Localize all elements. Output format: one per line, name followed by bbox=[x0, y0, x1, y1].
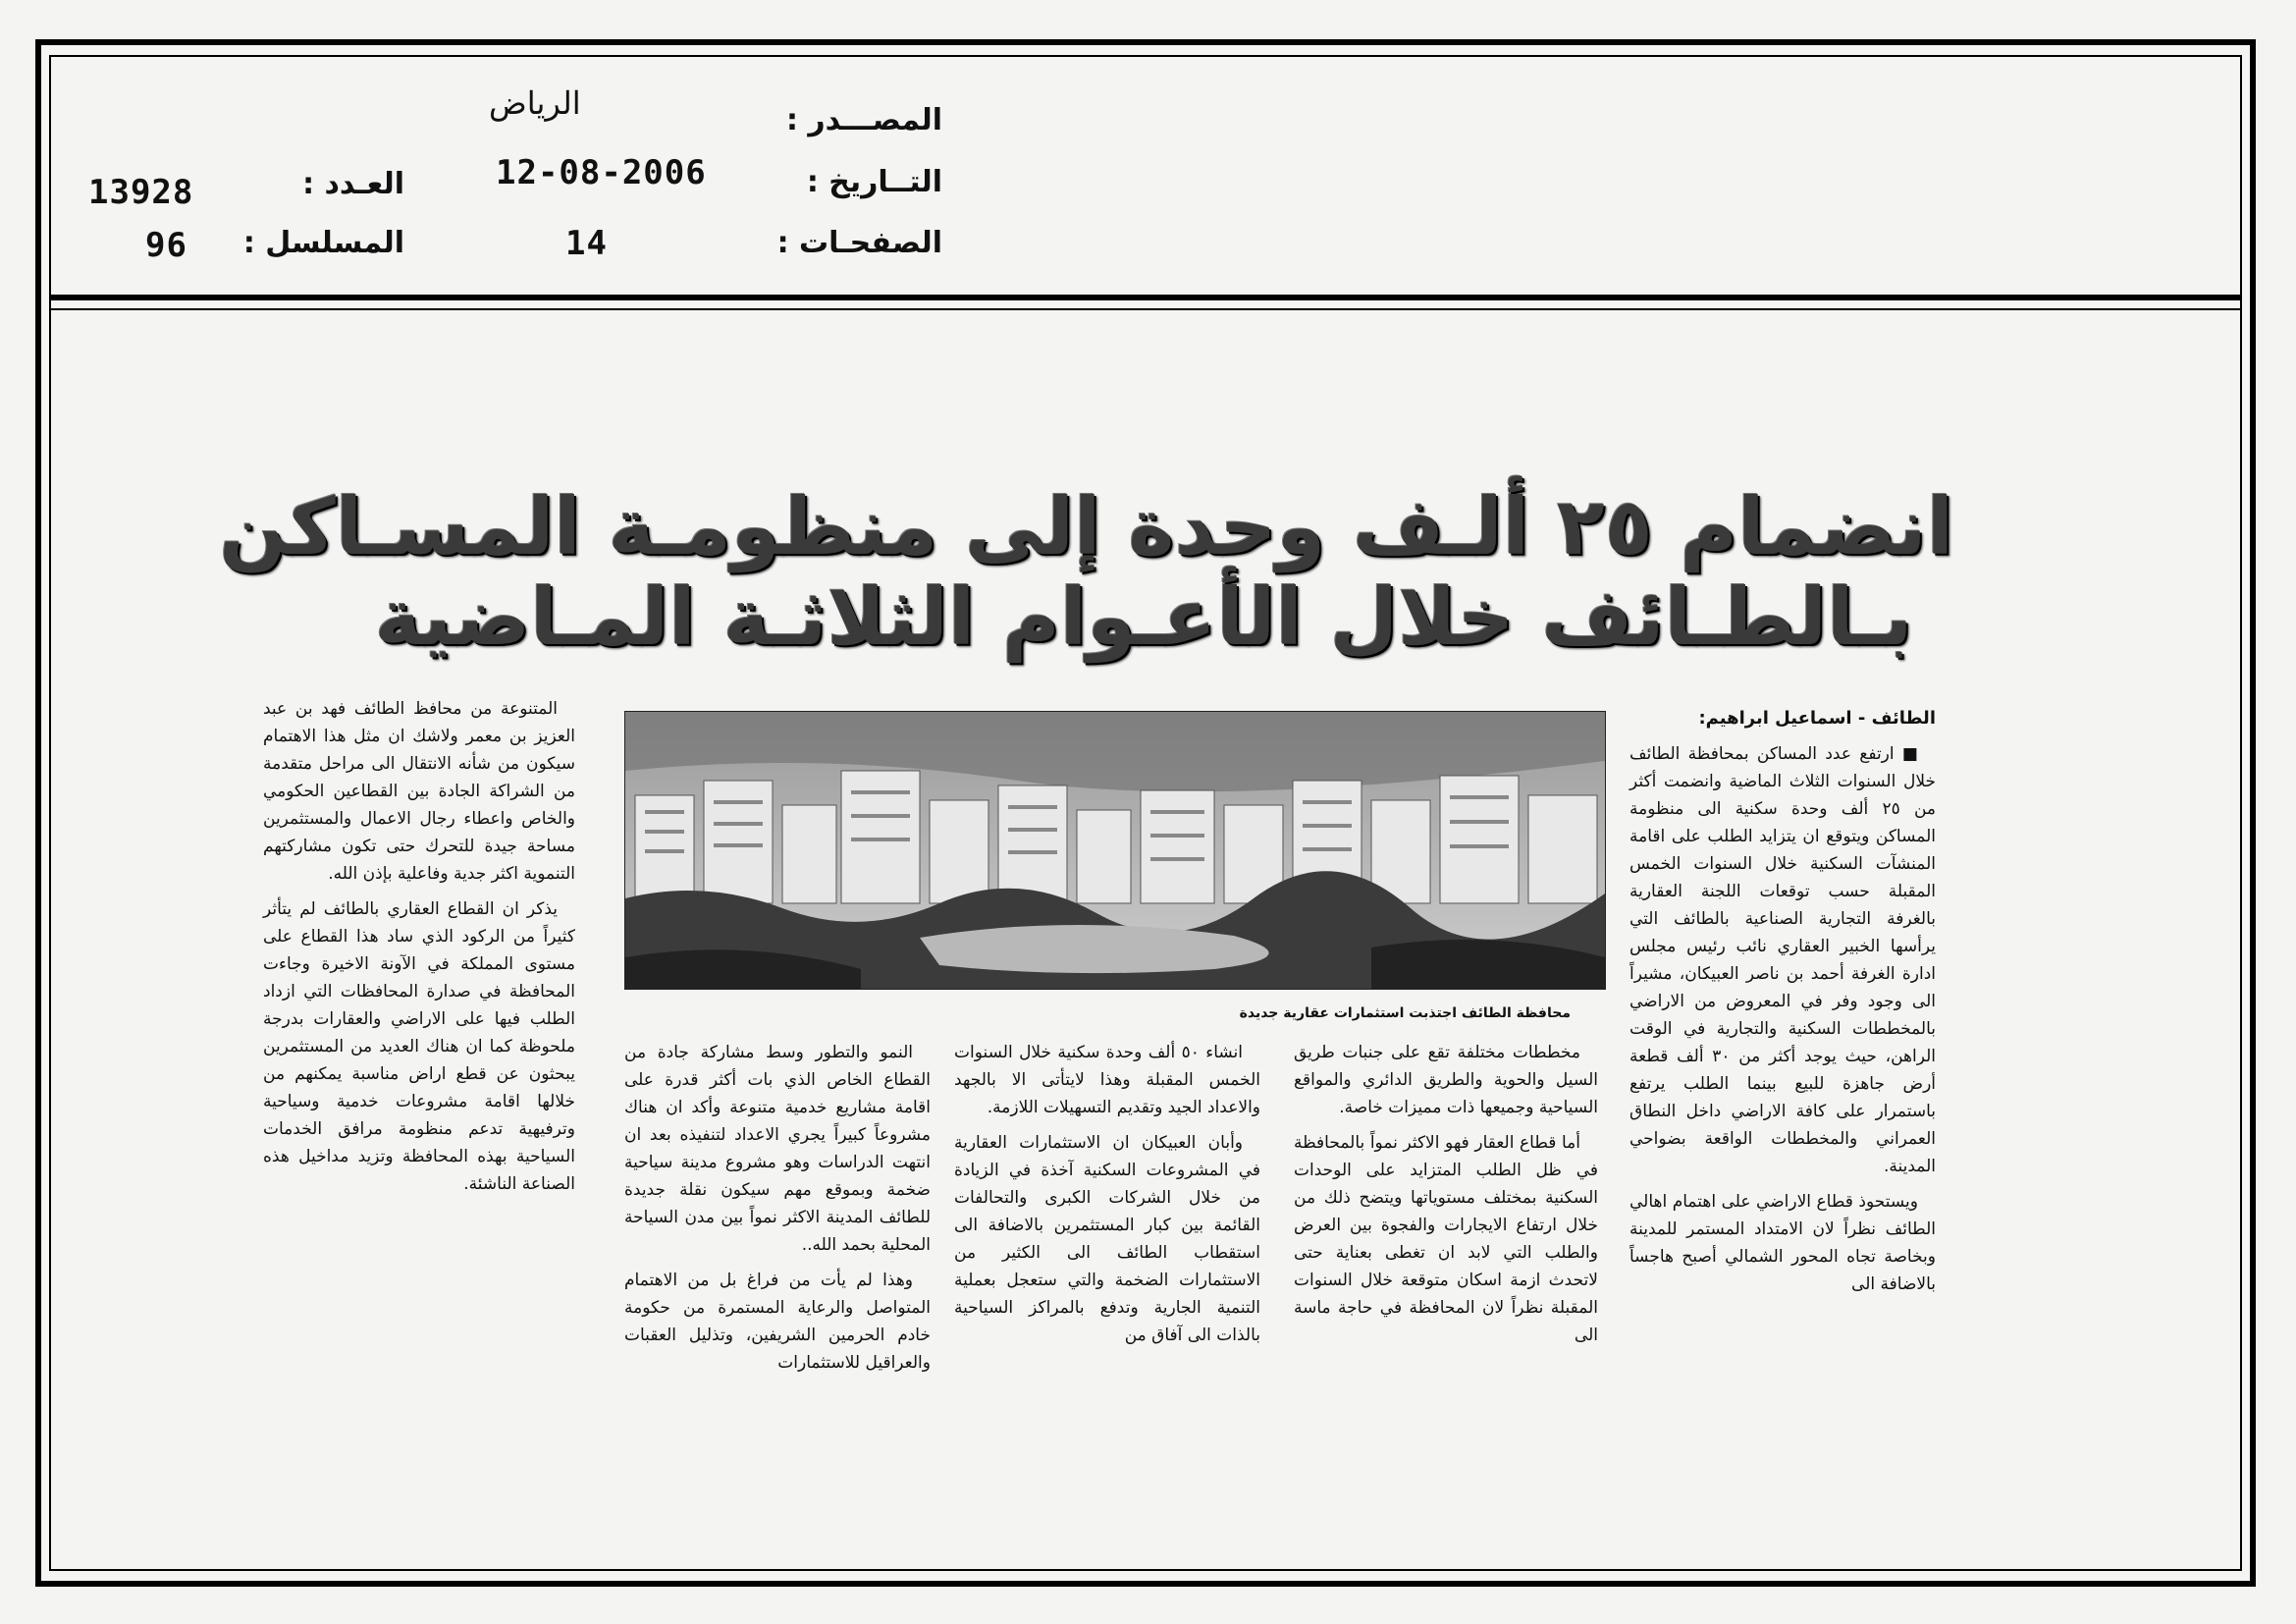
photo-caption: محافظة الطائف اجتذبت استثمارات عقارية جديدة bbox=[1239, 1005, 1571, 1021]
header-divider-thin bbox=[49, 308, 2242, 310]
city-photo bbox=[624, 711, 1606, 990]
date-label: التــاريخ : bbox=[806, 165, 942, 199]
serial-value: 96 bbox=[145, 226, 187, 265]
source-value: الرياض bbox=[489, 84, 581, 122]
paragraph: ■ ارتفع عدد المساكن بمحافظة الطائف خلال السنوات الثلاث الماضية وانضمت أكثر من ٢٥ ألف وحدة سكنية الى منظومة المساكن ويتوقع ان يتزايد الطلب على اقامة المنشآت السكنية خلال السنوات الخمس المقبلة حسب توقعات اللجنة العقارية بالغرفة التجارية الصناعية بالطائف التي يرأسها الخبير العقاري نائب رئيس مجلس ادارة الغرفة أحمد بن ناصر العبيكان، مشيراً الى وجود وفر في المعروض من الاراضي بالمخططات السكنية والتجارية في الوقت الراهن، حيث يوجد أكثر من ٣٠ ألف قطعة أرض جاهزة للبيع بينما الطلب يرتفع باستمرار على كافة الاراضي داخل النطاق العمراني والمخططات الواقعة بضواحي المدينة. bbox=[1629, 744, 1936, 1176]
serial-label: المسلسل : bbox=[242, 226, 404, 260]
paragraph: انشاء ٥٠ ألف وحدة سكنية خلال السنوات الخمس المقبلة وهذا لايتأتى الا بالجهد والاعداد الجيد وتقديم التسهيلات اللازمة. bbox=[954, 1043, 1260, 1117]
paragraph: أما قطاع العقار فهو الاكثر نمواً بالمحافظة في ظل الطلب المتزايد على الوحدات السكنية بمختلف مستوياتها ويتضح ذلك من خلال ارتفاع الايجارات والفجوة بين العرض والطلب التي لابد ان تغطى بعناية حتى لاتحدث ازمة اسكان متوقعة خلال السنوات المقبلة نظراً لان المحافظة في حاجة ماسة الى bbox=[1294, 1133, 1598, 1345]
byline: الطائف - اسماعيل ابراهيم: bbox=[1698, 708, 1936, 729]
issue-value: 13928 bbox=[88, 173, 194, 212]
article-column-3 bbox=[954, 1039, 1260, 1357]
date-value: 12-08-2006 bbox=[496, 153, 707, 192]
paragraph: المتنوعة من محافظ الطائف فهد بن عبد العزيز بن معمر ولاشك ان مثل هذا الاهتمام سيكون من شأنه الانتقال الى مراحل متقدمة من الشراكة الجادة بين القطاعين الحكومي والخاص واعطاء رجال الاعمال والمستثمرين مساحة جيدة للتحرك حتى تكون مشاركتهم التنموية اكثر جدية وفاعلية بإذن الله. bbox=[263, 699, 575, 884]
article-column-5 bbox=[263, 695, 575, 1206]
pages-label: الصفحـات : bbox=[776, 226, 942, 260]
issue-label: العـدد : bbox=[302, 167, 404, 201]
paragraph: النمو والتطور وسط مشاركة جادة من القطاع الخاص الذي بات أكثر قدرة على اقامة مشاريع خدمية متنوعة وأكد ان هناك مشروعاً كبيراً يجري الاعداد لتنفيذه بعد ان انتهت الدراسات وهو مشروع مدينة سياحية ضخمة وبموقع مهم سيكون نقلة جديدة للطائف المدينة الاكثر نمواً بين مدن السياحة المحلية بحمد الله.. bbox=[624, 1043, 931, 1255]
paragraph: وأبان العبيكان ان الاستثمارات العقارية في المشروعات السكنية آخذة في الزيادة من خلال الشركات الكبرى والتحالفات القائمة بين كبار المستثمرين بالاضافة الى استقطاب الطائف الى الكثير من الاستثمارات الضخمة والتي ستعجل بعملية التنمية الجارية وتدفع بالمراكز السياحية بالذات الى آفاق من bbox=[954, 1133, 1260, 1345]
article-column-4 bbox=[624, 1039, 931, 1384]
header-divider bbox=[49, 295, 2242, 300]
pages-value: 14 bbox=[565, 224, 608, 263]
article-column-1 bbox=[1629, 705, 1936, 1306]
paragraph: وهذا لم يأت من فراغ بل من الاهتمام المتواصل والرعاية المستمرة من حكومة خادم الحرمين الشريفين، وتذليل العقبات والعراقيل للاستثمارات bbox=[624, 1271, 931, 1373]
paragraph: مخططات مختلفة تقع على جنبات طريق السيل والحوية والطريق الدائري والمواقع السياحية وجميعها ذات مميزات خاصة. bbox=[1294, 1043, 1598, 1117]
headline-line-1: انضمام ٢٥ ألـف وحدة إلى منظومـة المسـاكن bbox=[219, 481, 1953, 572]
headline-line-2: بـالطـائف خلال الأعـوام الثلاثـة المـاضية bbox=[374, 571, 1913, 663]
paragraph: ويستحوذ قطاع الاراضي على اهتمام اهالي الطائف نظراً لان الامتداد المستمر للمدينة وبخاصة تجاه المحور الشمالي أصبح هاجساً بالاضافة الى bbox=[1629, 1192, 1936, 1294]
article-column-2 bbox=[1294, 1039, 1598, 1357]
paragraph: يذكر ان القطاع العقاري بالطائف لم يتأثر كثيراً من الركود الذي ساد هذا القطاع على مستوى المملكة في الآونة الاخيرة وجاءت المحافظة في صدارة المحافظات التي ازداد الطلب فيها على الاراضي والعقارات بدرجة ملحوظة كما ان هناك العديد من المستثمرين يبحثون عن قطع اراض مناسبة يمكنهم من خلالها اقامة مشروعات خدمية وسياحية وترفيهية تدعم منظومة مرافق الخدمات السياحية بهذه المحافظة وتزيد مداخيل هذه الصناعة الناشئة. bbox=[263, 899, 575, 1194]
source-label: المصـــدر : bbox=[785, 103, 942, 137]
